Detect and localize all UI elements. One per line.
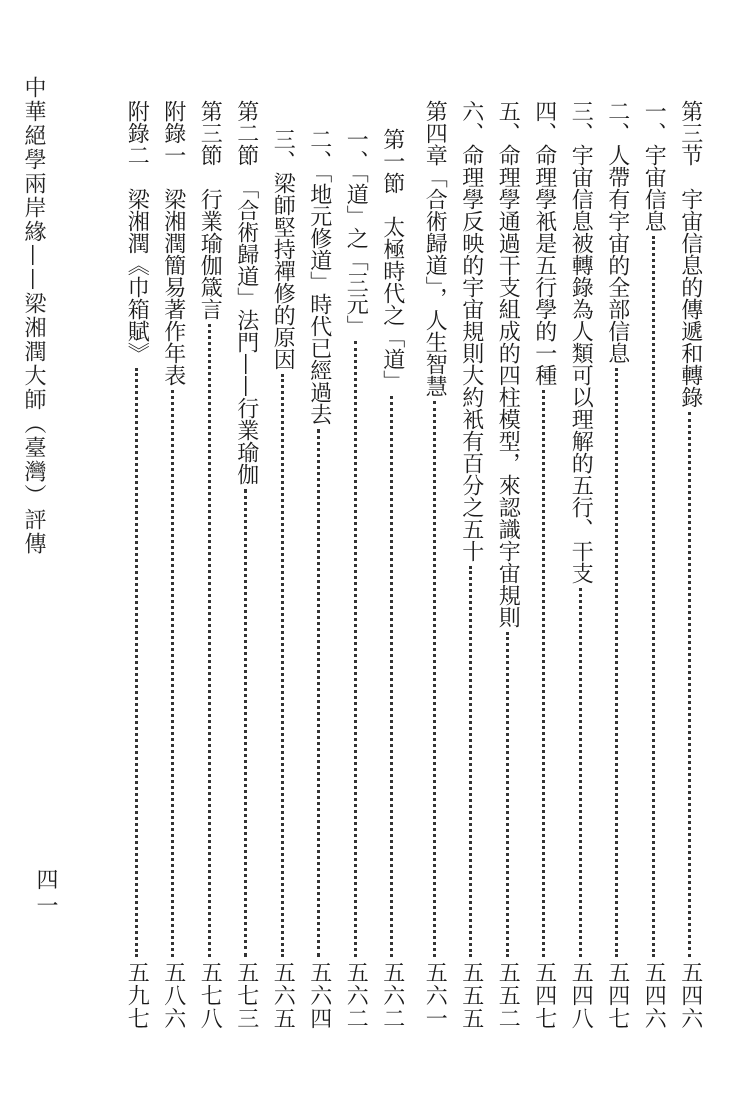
page-number: 四一 — [33, 868, 58, 920]
dot-leader — [652, 236, 655, 957]
dot-leader — [506, 632, 509, 957]
toc-entry — [599, 100, 636, 1030]
toc-entry — [228, 100, 265, 1030]
toc-entry — [374, 100, 411, 1030]
toc-entry-title: 第三节 宇宙信息的傳遞和轉錄 — [677, 100, 703, 408]
dot-leader — [615, 368, 618, 957]
toc-entry — [264, 100, 301, 1030]
dot-leader — [208, 324, 211, 957]
toc-entry-page: 五六二 — [379, 961, 405, 1030]
toc-entry-title: 第四章「合術歸道」，人生智慧 — [422, 100, 448, 397]
toc-entry-page: 五五二 — [495, 961, 521, 1030]
toc-entry-page: 五六五 — [270, 961, 296, 1030]
dot-leader — [354, 341, 357, 957]
toc-entry-page: 五六四 — [306, 961, 332, 1030]
toc-entry-title: 一、宇宙信息 — [641, 100, 667, 232]
toc-entry — [301, 100, 338, 1030]
dot-leader — [433, 401, 436, 957]
toc-entry-page: 五四六 — [677, 961, 703, 1030]
toc-entry-title: 一、「道」之「三元」 — [343, 128, 369, 337]
toc-entry-title: 六、命理學反映的宇宙規則大約衹有百分之五十 — [458, 100, 484, 562]
toc-entry — [191, 100, 228, 1030]
dot-leader — [171, 390, 174, 957]
toc-entry — [453, 100, 490, 1030]
dot-leader — [469, 566, 472, 957]
dot-leader — [688, 412, 691, 957]
toc-entry — [155, 100, 192, 1030]
dot-leader — [244, 489, 247, 957]
table-of-contents — [118, 100, 708, 1030]
toc-entry-page: 五六一 — [422, 961, 448, 1030]
toc-entry — [337, 100, 374, 1030]
toc-entry-title: 附錄一 梁湘潤簡易著作年表 — [160, 100, 186, 386]
dot-leader — [579, 588, 582, 957]
running-title: 中華絕學兩岸緣——梁湘潤大師（臺灣）評傳 — [21, 76, 46, 556]
toc-entry-title: 四、命理學衹是五行學的一種 — [531, 100, 557, 386]
toc-entry-title: 第一節 太極時代之「道」 — [379, 128, 405, 392]
toc-entry-page: 五四七 — [531, 961, 557, 1030]
toc-entry-page: 五八六 — [160, 961, 186, 1030]
toc-entry — [526, 100, 563, 1030]
toc-entry-page: 五四六 — [641, 961, 667, 1030]
toc-entry-page: 五七三 — [233, 961, 259, 1030]
toc-entry-title: 三、梁師堅持禪修的原因 — [270, 128, 296, 370]
dot-leader — [390, 396, 393, 957]
toc-entry — [416, 100, 453, 1030]
dot-leader — [542, 390, 545, 957]
toc-entry-title: 二、人帶有宇宙的全部信息 — [604, 100, 630, 364]
toc-entry-title: 二、「地元修道」時代已經過去 — [306, 128, 332, 425]
toc-entry-title: 第三節 行業瑜伽箴言 — [197, 100, 223, 320]
toc-entry — [562, 100, 599, 1030]
toc-entry — [118, 100, 155, 1030]
toc-entry-page: 五五五 — [458, 961, 484, 1030]
toc-entry-title: 第二節 「合術歸道」法門——行業瑜伽 — [233, 100, 259, 485]
toc-entry-page: 五四七 — [604, 961, 630, 1030]
toc-entry — [489, 100, 526, 1030]
toc-entry-page: 五七八 — [197, 961, 223, 1030]
dot-leader — [317, 429, 320, 957]
dot-leader — [281, 374, 284, 957]
toc-entry-title: 三、宇宙信息被轉錄為人類可以理解的五行、干支 — [568, 100, 594, 584]
toc-entry-page: 五六二 — [343, 961, 369, 1030]
toc-entry-title: 附錄二 梁湘潤《巾箱賦》 — [124, 100, 150, 364]
toc-entry-page: 五四八 — [568, 961, 594, 1030]
toc-entry — [635, 100, 672, 1030]
dot-leader — [135, 368, 138, 957]
toc-entry-title: 五、命理學通過干支組成的四柱模型，來認識宇宙規則 — [495, 100, 521, 628]
toc-entry — [672, 100, 709, 1030]
toc-entry-page: 五九七 — [124, 961, 150, 1030]
